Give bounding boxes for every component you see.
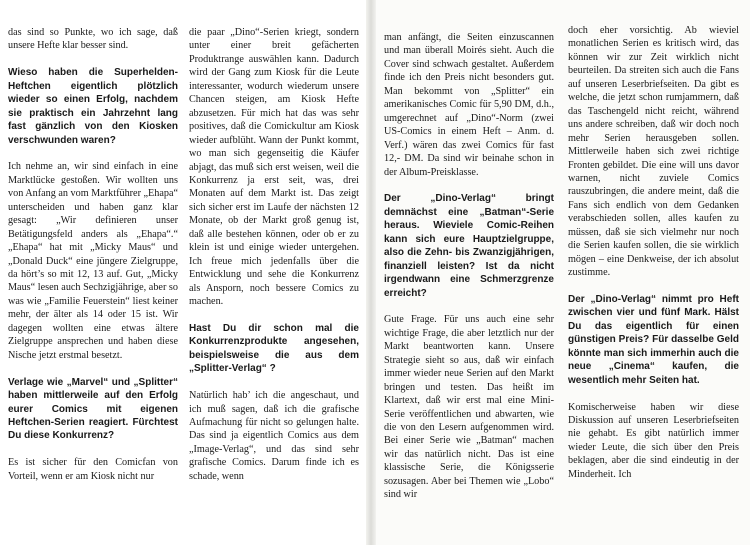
interview-answer: Ich nehme an, wir sind einfach in eine Marktlücke gestoßen. Wir wollten uns von Anfang an vom Marktführer „Ehapa“ unterscheiden und haben ganz klar gesagt: „Wir definieren unser Betätigungsfeld anders als „Ehapa“.“ „Ehapa“ hat mit „Micky Maus“ und „Donald Duck“ eine jüngere Zielgruppe, da hört’s so mit 12, 13 auf. Gut, „Micky Maus“ lesen auch Sechzigjährige, aber so was wie „Familie Feuerstein“ liest keiner mehr, der älter als 14 oder 15 ist. Wir dagegen wollten eine etwas ältere Zielgruppe ansprechen und haben diese Nische jetzt erstmal besetzt. (8, 161, 179, 361)
page-gutter (366, 0, 376, 545)
text-column-4 (568, 24, 739, 495)
interview-question: Wieso haben die Superhelden-Heftchen eigentlich plötzlich wieder so einen Erfolg, nachdem sie praktisch ein Jahrzehnt lang fast gänzlich von den Kiosken verschwunden waren? (8, 67, 178, 146)
interview-answer: Natürlich hab’ ich die angeschaut, und ich muß sagen, daß ich die grafische Aufmachung für nicht so gelungen halte. Das sind ja eigentlich Comics aus dem „Image-Verlag“, und das sind sehr grafische Comics. Darum finde ich es schade, wenn (189, 390, 359, 482)
text-column-2 (189, 26, 359, 497)
text-column-3 (384, 31, 554, 515)
text-column-1 (8, 26, 178, 497)
interview-answer: man anfängt, die Seiten einzuscannen und man überall Moirés sieht. Auch die Cover sind schwach gestaltet. Außerdem finde ich den Preis nicht besonders gut. Man bekommt von „Splitter“ ein amerikanisches Comic für 5,90 DM, d.h., umgerechnet auf „Dino“-Norm (zwei US-Comics in einem Heft – Anm. d. Verf.) wären das zwei Comics für fast 12,- DM. Da sind wir beinahe schon in der Album-Preisklasse. (384, 32, 554, 178)
interview-question: Verlage wie „Marvel“ und „Splitter“ haben mittlerweile auf den Erfolg eurer Comics mit eigenen Heftchen-Serien reagiert. Fürchtest Du diese Konkurrenz? (8, 376, 178, 442)
interview-answer: die paar „Dino“-Serien kriegt, sondern unter einer breit gefächerten Produktrange auswählen kann. Dadurch wird der Gang zum Kiosk für die Leute interessanter, wodurch wiederum unsere Chancen steigen, am Kiosk Hefte abzusetzen. Für mich hat das was sehr positives, daß die Comickultur am Kiosk wieder aufblüht. Wann der Punkt kommt, wo man sich gegenseitig die Käufer abjagt, das muß sich erst weisen, weil die Konkurrenz ja erst seit, was, drei Monaten auf dem Markt ist. Das zeigt sich sicher erst im Laufe der nächsten 12 Monate, ob der Markt groß genug ist, daß alle bestehen können, oder ob er zu klein ist und einige wieder untergehen. Ich freue mich jedenfalls über die Entwicklung und sehe die Konkurrenz als Ansporn, noch bessere Comics zu machen. (189, 27, 359, 308)
interview-answer: doch eher vorsichtig. Ab wieviel monatlichen Serien es kritisch wird, das können wir zur Zeit wirklich nicht beurteilen. Da streiten sich auch die Fans auf unseren Leserbriefseiten. Da gibt es welche, die jetzt schon rumjammern, daß das Taschengeld nicht reicht, während uns andere schreiben, daß wir doch noch mehr Serien herausgeben sollen. Mittlerweile haben sich zwei richtige Fronten gebildet. Die eine will uns davor warnen, nicht zuviele Comics rauszubringen, die andere meint, daß die Fans sich endlich von dem Gedanken verabschieden sollen, alles kaufen zu müssen, daß sie sich vielmehr nur noch die Serien kaufen sollen, die sie wirklich mögen – eine Denkweise, der ich absolut zustimme. (568, 25, 739, 279)
interview-answer: das sind so Punkte, wo ich sage, daß unsere Hefte klar besser sind. (8, 27, 178, 52)
interview-question: Hast Du dir schon mal die Konkurrenzprodukte angesehen, beispielsweise die aus dem „Splitter-Verlag“ ? (189, 322, 359, 375)
interview-answer: Komischerweise haben wir diese Diskussion auf unseren Leserbriefseiten nie gehabt. Es gibt natürlich immer wieder Leute, die sich über den Preis beklagen, aber die sind eindeutig in der Minderheit. Ich (568, 401, 739, 480)
interview-answer: Es ist sicher für den Comicfan von Vorteil, wenn er am Kiosk nicht nur (8, 457, 178, 482)
interview-answer: Gute Frage. Für uns auch eine sehr wichtige Frage, die aber letztlich nur der Markt beantworten kann. Unsere Strategie sieht so aus, daß wir einfach immer wieder neue Serien auf den Markt bringen und testen. Das heißt im Klartext, daß wir erst mal eine Mini-Serie veröffentlichen und abwarten, wie die von den Lesern aufgenommen wird. Bei einer Serie wie „Batman“ machen wir das natürlich nicht. Das ist eine klassische Serie, die Königsserie sozusagen. Aber bei Themen wie „Lobo“ sind wir (384, 314, 554, 501)
interview-question: Der „Dino-Verlag“ nimmt pro Heft zwischen vier und fünf Mark. Hälst Du das eigentlich für einen günstigen Preis? Für dasselbe Geld könnte man sich immerhin auch die neue „Cinema“ kaufen, die wesentlich mehr Seiten hat. (568, 294, 739, 386)
interview-question: Der „Dino-Verlag“ bringt demnächst eine „Batman“-Serie heraus. Wieviele Comic-Reihen kann sich eure Hauptzielgruppe, also die Zehn- bis Zwanzigjährigen, finanziell leisten? Ist da nicht irgendwann eine Schmerzgrenze erreicht? (384, 193, 554, 299)
